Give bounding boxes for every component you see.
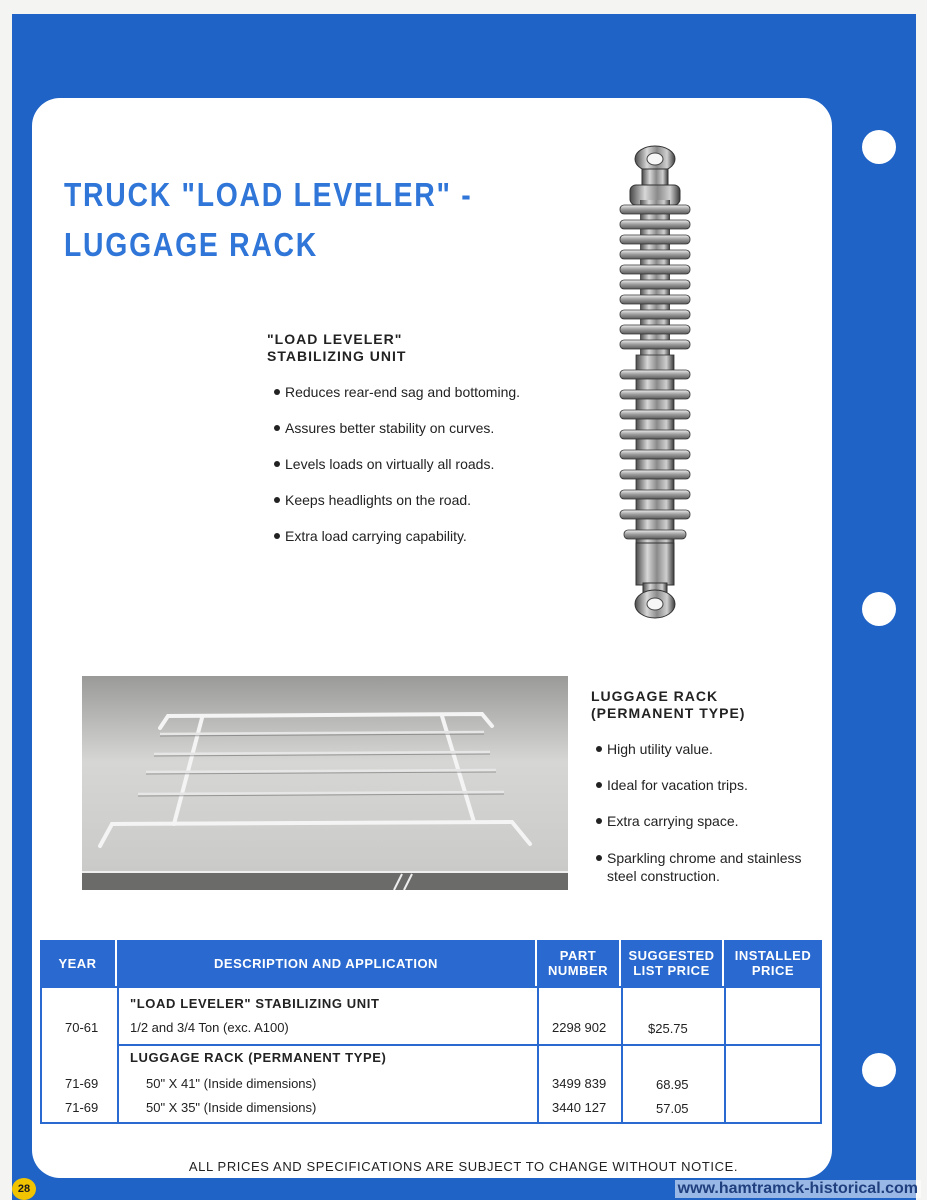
- header-price-line-2: LIST PRICE: [633, 963, 710, 978]
- group-title-luggage-rack: LUGGAGE RACK (PERMANENT TYPE): [130, 1050, 387, 1065]
- header-description-text: DESCRIPTION AND APPLICATION: [214, 955, 438, 971]
- binder-hole-top: [862, 130, 896, 164]
- header-part-number: [537, 940, 621, 986]
- page-title: [64, 170, 472, 270]
- title-line-2: LUGGAGE RACK: [64, 226, 318, 263]
- binder-hole-middle: [862, 592, 896, 626]
- watermark-text: www.hamtramck-historical.com: [675, 1180, 921, 1198]
- price-disclaimer: ALL PRICES AND SPECIFICATIONS ARE SUBJECT TO CHANGE WITHOUT NOTICE.: [188, 1159, 739, 1174]
- luggage-rack-heading-line-2: (PERMANENT TYPE): [591, 705, 746, 721]
- feature-item: [274, 456, 494, 472]
- feature-text: Ideal for vacation trips.: [607, 777, 748, 793]
- load-leveler-shock-image: [610, 145, 700, 620]
- table-cell-year: 71-69: [65, 1076, 99, 1091]
- load-leveler-heading-line-2: STABILIZING UNIT: [267, 348, 407, 364]
- group-title-load-leveler: "LOAD LEVELER" STABILIZING UNIT: [130, 996, 380, 1011]
- table-cell-price: 57.05: [656, 1101, 689, 1116]
- group-divider: [117, 1044, 822, 1046]
- feature-item: [596, 741, 713, 757]
- table-cell-part: 3440 127: [552, 1100, 607, 1115]
- bullet-icon: [274, 389, 280, 395]
- feature-item: [274, 492, 471, 508]
- header-part-line-2: NUMBER: [547, 963, 609, 978]
- table-cell-part: 3499 839: [552, 1076, 607, 1091]
- feature-item-continued: [607, 868, 720, 884]
- feature-item: [596, 813, 739, 829]
- header-description: [117, 940, 537, 986]
- column-divider: [537, 988, 539, 1122]
- binder-hole-bottom: [862, 1053, 896, 1087]
- bullet-icon: [596, 782, 602, 788]
- table-cell-description: 50" X 41" (Inside dimensions): [146, 1076, 317, 1091]
- load-leveler-heading: [267, 331, 406, 365]
- feature-text: Extra load carrying capability.: [285, 528, 467, 544]
- table-cell-price: 68.95: [656, 1077, 689, 1092]
- feature-text: Extra carrying space.: [607, 813, 739, 829]
- header-year: [40, 940, 117, 986]
- feature-text: Keeps headlights on the road.: [285, 492, 472, 508]
- header-price-line-1: SUGGESTED: [628, 948, 715, 963]
- header-installed-line-1: INSTALLED: [734, 948, 812, 963]
- page-number-badge: 28: [12, 1178, 36, 1200]
- header-list-price: [621, 940, 724, 986]
- bullet-icon: [596, 746, 602, 752]
- column-divider: [724, 988, 726, 1122]
- feature-text: steel construction.: [607, 868, 720, 884]
- bullet-icon: [274, 533, 280, 539]
- feature-item: [274, 528, 467, 544]
- luggage-rack-photo: [82, 676, 568, 890]
- feature-text: High utility value.: [607, 741, 713, 757]
- bullet-icon: [274, 497, 280, 503]
- feature-item: [596, 850, 802, 866]
- luggage-rack-heading-line-1: LUGGAGE RACK: [591, 688, 719, 704]
- header-installed-price: [724, 940, 822, 986]
- table-cell-description: 1/2 and 3/4 Ton (exc. A100): [130, 1020, 289, 1035]
- column-divider: [621, 988, 623, 1122]
- table-body: [40, 986, 822, 1124]
- feature-text: Reduces rear-end sag and bottoming.: [285, 384, 521, 400]
- bullet-icon: [274, 425, 280, 431]
- feature-item: [274, 420, 494, 436]
- table-cell-description: 50" X 35" (Inside dimensions): [146, 1100, 317, 1115]
- bullet-icon: [596, 818, 602, 824]
- bullet-icon: [596, 855, 602, 861]
- feature-item: [596, 777, 748, 793]
- price-table: [40, 940, 822, 1124]
- load-leveler-heading-line-1: "LOAD LEVELER": [267, 331, 403, 347]
- column-divider: [117, 988, 119, 1122]
- title-line-1: TRUCK "LOAD LEVELER" -: [64, 176, 473, 213]
- luggage-rack-heading: [591, 688, 745, 722]
- bullet-icon: [274, 461, 280, 467]
- feature-text: Assures better stability on curves.: [285, 420, 495, 436]
- feature-item: [274, 384, 520, 400]
- feature-text: Sparkling chrome and stainless: [607, 850, 802, 866]
- table-header: [40, 940, 822, 986]
- header-installed-line-2: PRICE: [751, 963, 795, 978]
- header-year-text: YEAR: [58, 955, 97, 971]
- table-cell-year: 70-61: [65, 1020, 99, 1035]
- header-part-line-1: PART: [559, 948, 597, 963]
- table-cell-part: 2298 902: [552, 1020, 607, 1035]
- feature-text: Levels loads on virtually all roads.: [285, 456, 495, 472]
- table-cell-year: 71-69: [65, 1100, 99, 1115]
- table-cell-price: $25.75: [648, 1021, 688, 1036]
